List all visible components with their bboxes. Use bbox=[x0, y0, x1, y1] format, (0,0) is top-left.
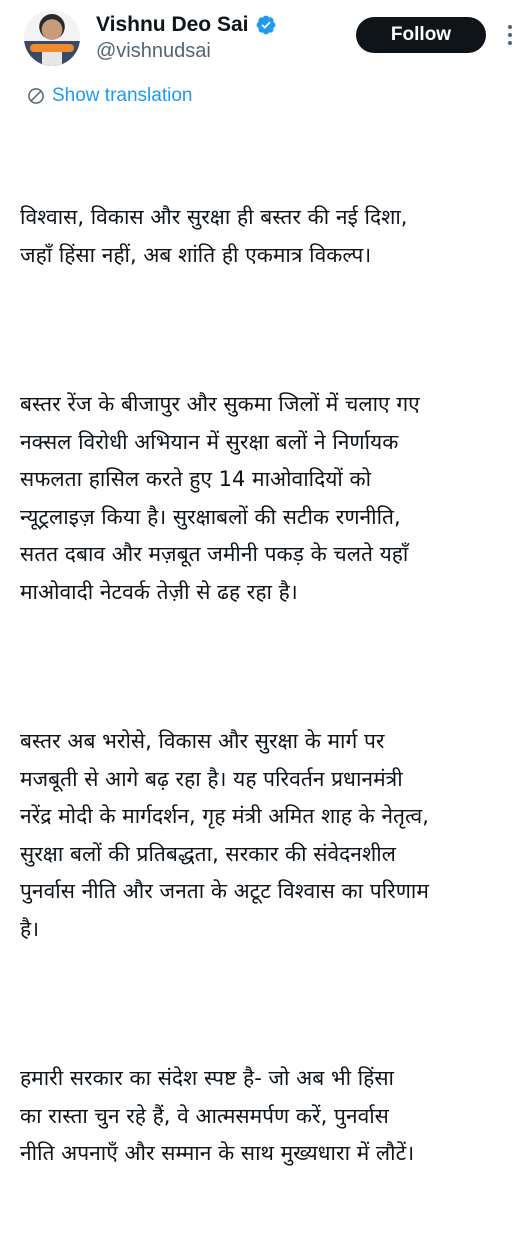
tweet-paragraph: विश्वास, विकास और सुरक्षा ही बस्तर की नई दिशा, जहाँ हिंसा नहीं, अब शांति ही एकमात्र विकल्प। bbox=[20, 205, 408, 267]
more-dot bbox=[508, 33, 512, 37]
more-dot bbox=[508, 25, 512, 29]
display-name[interactable]: Vishnu Deo Sai bbox=[96, 13, 249, 36]
tweet-paragraph: बस्तर अब भरोसे, विकास और सुरक्षा के मार्ग पर मजबूती से आगे बढ़ रहा है। यह परिवर्तन प्रधानमंत्री नरेंद्र मोदी के मार्गदर्शन, गृह मंत्री अमित शाह के नेतृत्व, सुरक्षा बलों की प्रतिबद्धता, सरकार की संवेदनशील पुनर्वास नीति और जनता के अटूट विश्वास का परिणाम है। bbox=[20, 729, 429, 941]
tweet-paragraph: बस्तर रेंज के बीजापुर और सुकमा जिलों में चलाए गए नक्सल विरोधी अभियान में सुरक्षा बलों ने निर्णायक सफलता हासिल करते हुए 14 माओवादियों को न्यूट्रलाइज़ किया है। सुरक्षाबलों की सटीक रणनीति, सतत दबाव और मज़बूत जमीनी पकड़ के चलते यहाँ माओवादी नेटवर्क तेज़ी से ढह रहा है। bbox=[20, 392, 420, 604]
show-translation-link[interactable] bbox=[26, 84, 192, 108]
tweet-header bbox=[0, 0, 530, 78]
show-translation-label: Show translation bbox=[52, 85, 193, 106]
avatar[interactable] bbox=[24, 10, 80, 66]
more-dot bbox=[508, 41, 512, 45]
follow-button[interactable]: Follow bbox=[356, 17, 486, 53]
avatar-scarf bbox=[30, 44, 74, 52]
translate-icon bbox=[26, 86, 46, 106]
more-vertical-icon[interactable] bbox=[498, 20, 522, 50]
name-row bbox=[96, 12, 277, 38]
verified-badge-icon bbox=[255, 14, 277, 36]
tweet-paragraph: हमारी सरकार का संदेश स्पष्ट है- जो अब भी हिंसा का रास्ता चुन रहे हैं, वे आत्मसमर्पण करें, पुनर्वास नीति अपनाएँ और सम्मान के साथ मुख्यधारा में लौटें। bbox=[20, 1066, 415, 1165]
tweet-body bbox=[20, 124, 520, 1247]
user-handle[interactable]: @vishnudsai bbox=[96, 40, 211, 62]
